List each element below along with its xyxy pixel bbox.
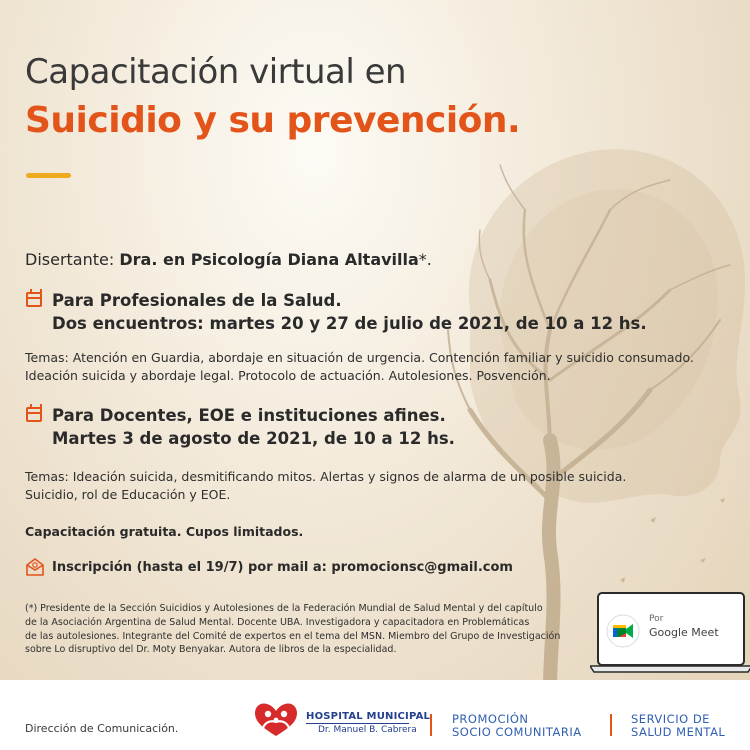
section-professionals-heading bbox=[52, 289, 647, 335]
footnote-line: de las autolesiones. Integrante del Comité de expertos en el tema del MSN. Miembro del Grupo de Investigación bbox=[25, 630, 561, 642]
topics-line: Temas: Atención en Guardia, abordaje en situación de urgencia. Contención familiar y suicidio consumado. bbox=[25, 350, 694, 365]
hospital-name-underline bbox=[306, 723, 409, 724]
section-date: Dos encuentros: martes 20 y 27 de julio de 2021, de 10 a 12 hs. bbox=[52, 314, 647, 333]
footnote-line: sobre Lo disruptivo del Dr. Moty Benyakar. Autora de libros de la especialidad. bbox=[25, 644, 397, 656]
topics-line: Suicidio, rol de Educación y EOE. bbox=[25, 487, 231, 502]
title-line-1: Capacitación virtual en bbox=[25, 52, 407, 92]
section-professionals-topics bbox=[25, 349, 740, 385]
free-note: Capacitación gratuita. Cupos limitados. bbox=[25, 524, 304, 539]
hospital-logo-icon bbox=[253, 700, 299, 738]
org-line: SERVICIO DE bbox=[631, 712, 710, 726]
meet-label: Google Meet bbox=[649, 626, 719, 639]
topics-line: Temas: Ideación suicida, desmitificando mitos. Alertas y signos de alarma de un posible suicida. bbox=[25, 469, 627, 484]
speaker-name: Dra. en Psicología Diana Altavilla bbox=[119, 250, 419, 269]
footer-divider bbox=[430, 714, 432, 736]
org-line: SALUD MENTAL bbox=[631, 725, 726, 739]
org-line: PROMOCIÓN bbox=[452, 712, 529, 726]
speaker-bio-footnote bbox=[25, 602, 585, 657]
section-teachers-topics bbox=[25, 468, 740, 504]
google-meet-icon bbox=[606, 614, 640, 648]
footnote-line: de la Asociación Argentina de Salud Mental. Docente UBA. Investigadora y capacitadora en Problemáticas bbox=[25, 616, 530, 628]
topics-line: Ideación suicida y abordaje legal. Protocolo de actuación. Autolesiones. Posvención. bbox=[25, 368, 551, 383]
section-title: Para Docentes, EOE e instituciones afines. bbox=[52, 406, 446, 425]
speaker-line bbox=[25, 250, 432, 269]
meet-label-small: Por bbox=[649, 614, 664, 624]
footnote-line: (*) Presidente de la Sección Suicidios y Autolesiones de la Federación Mundial de Salud Mental y del capítulo bbox=[25, 603, 543, 614]
speaker-label: Disertante: bbox=[25, 250, 120, 269]
title-line-2: Suicidio y su prevención. bbox=[25, 100, 521, 141]
section-teachers-heading bbox=[52, 404, 455, 450]
speaker-footnote-mark: *. bbox=[418, 250, 432, 269]
mail-icon bbox=[25, 557, 45, 577]
calendar-icon bbox=[26, 292, 42, 307]
section-date: Martes 3 de agosto de 2021, de 10 a 12 hs. bbox=[52, 429, 455, 448]
calendar-icon bbox=[26, 407, 42, 422]
servicio-salud-mental bbox=[631, 713, 725, 739]
hospital-name: HOSPITAL MUNICIPAL bbox=[306, 711, 431, 722]
footer-direction: Dirección de Comunicación. bbox=[25, 722, 179, 735]
footer-divider bbox=[610, 714, 612, 736]
section-title: Para Profesionales de la Salud. bbox=[52, 291, 342, 310]
org-line: SOCIO COMUNITARIA bbox=[452, 725, 582, 739]
promo-socio-comunitaria bbox=[452, 713, 582, 739]
title-underline bbox=[26, 173, 71, 178]
signup-text: Inscripción (hasta el 19/7) por mail a: promocionsc@gmail.com bbox=[52, 560, 513, 575]
hospital-doctor-name: Dr. Manuel B. Cabrera bbox=[318, 725, 417, 735]
